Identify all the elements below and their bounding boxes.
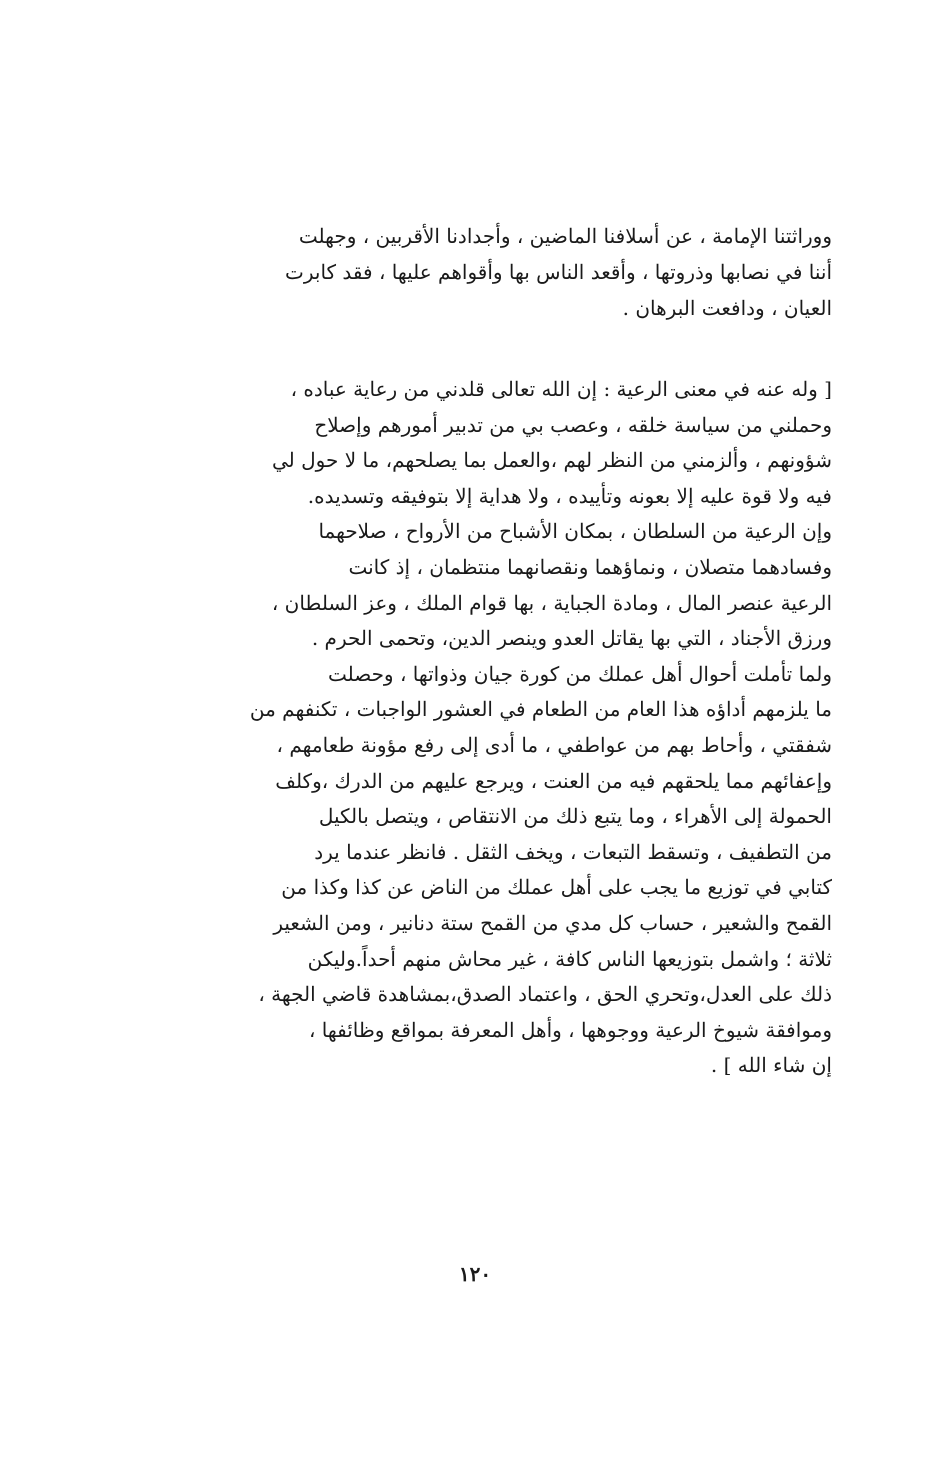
text-line: وإعفائهم مما يلحقهم فيه من العنت ، ويرجع عليهم من الدرك ،وكلف [275, 768, 832, 793]
paragraph-2 [112, 372, 832, 1084]
text-line: من التطفيف ، وتسقط التبعات ، ويخف الثقل . فانظر عندما يرد [314, 839, 832, 864]
text-line: الحمولة إلى الأهراء ، وما يتبع ذلك من الانتقاص ، ويتصل بالكيل [318, 804, 832, 829]
text-line: ووراثتنا الإمامة ، عن أسلافنا الماضين ، وأجدادنا الأقربين ، وجهلت [298, 224, 832, 248]
text-line: ولما تأملت أحوال أهل عملك من كورة جيان وذواتها ، وحصلت [327, 661, 832, 686]
page-number: ١٢٠ [458, 1262, 492, 1286]
text-line: شؤونهم ، وألزمني من النظر لهم ،والعمل بما يصلحهم، ما لا حول لي [271, 448, 832, 473]
text-line: شفقتي ، وأحاط بهم من عواطفي ، ما أدى إلى رفع مؤونة طعامهم ، [276, 732, 832, 757]
text-line: ورزق الأجناد ، التي بها يقاتل العدو وينصر الدين، وتحمى الحرم . [311, 626, 832, 651]
text-line: فيه ولا قوة عليه إلا بعونه وتأييده ، ولا هداية إلا بتوفيقه وتسديده. [307, 483, 832, 508]
text-line: الرعية عنصر المال ، ومادة الجباية ، بها قوام الملك ، وعز السلطان ، [271, 590, 832, 615]
text-line: كتابي في توزيع ما يجب على أهل عملك من الناض عن كذا وكذا من [281, 875, 832, 900]
paragraph-1 [112, 218, 832, 326]
text-line: [ وله عنه في معنى الرعية : إن الله تعالى قلدني من رعاية عباده ، [290, 377, 832, 401]
text-line: وإن الرعية من السلطان ، بمكان الأشباح من الأرواح ، صلاحهما [318, 519, 832, 544]
text-line: العيان ، ودافعت البرهان . [622, 296, 832, 320]
text-line: وحملني من سياسة خلقه ، وعصب بي من تدبير أمورهم وإصلاح [314, 412, 832, 437]
text-line: ثلاثة ؛ واشمل بتوزيعها الناس كافة ، غير محاش منهم أحداً.وليكن [307, 946, 832, 971]
text-line: أننا في نصابها وذروتها ، وأقعد الناس بها وأقواهم عليها ، فقد كابرت [285, 260, 832, 284]
text-line: وموافقة شيوخ الرعية ووجوهها ، وأهل المعرفة بمواقع وظائفها ، [308, 1017, 832, 1042]
text-line: ذلك على العدل،وتحري الحق ، واعتماد الصدق،بمشاهدة قاضي الجهة ، [258, 982, 832, 1007]
text-line: ما يلزمهم أداؤه هذا العام من الطعام في العشور الواجبات ، تكنفهم من [249, 697, 832, 722]
text-line: وفسادهما متصلان ، ونماؤهما ونقصانهما منتظمان ، إذ كانت [348, 554, 832, 579]
text-line: إن شاء الله ] . [710, 1053, 832, 1078]
text-line: القمح والشعير ، حساب كل مدي من القمح ستة دنانير ، ومن الشعير [273, 910, 832, 935]
